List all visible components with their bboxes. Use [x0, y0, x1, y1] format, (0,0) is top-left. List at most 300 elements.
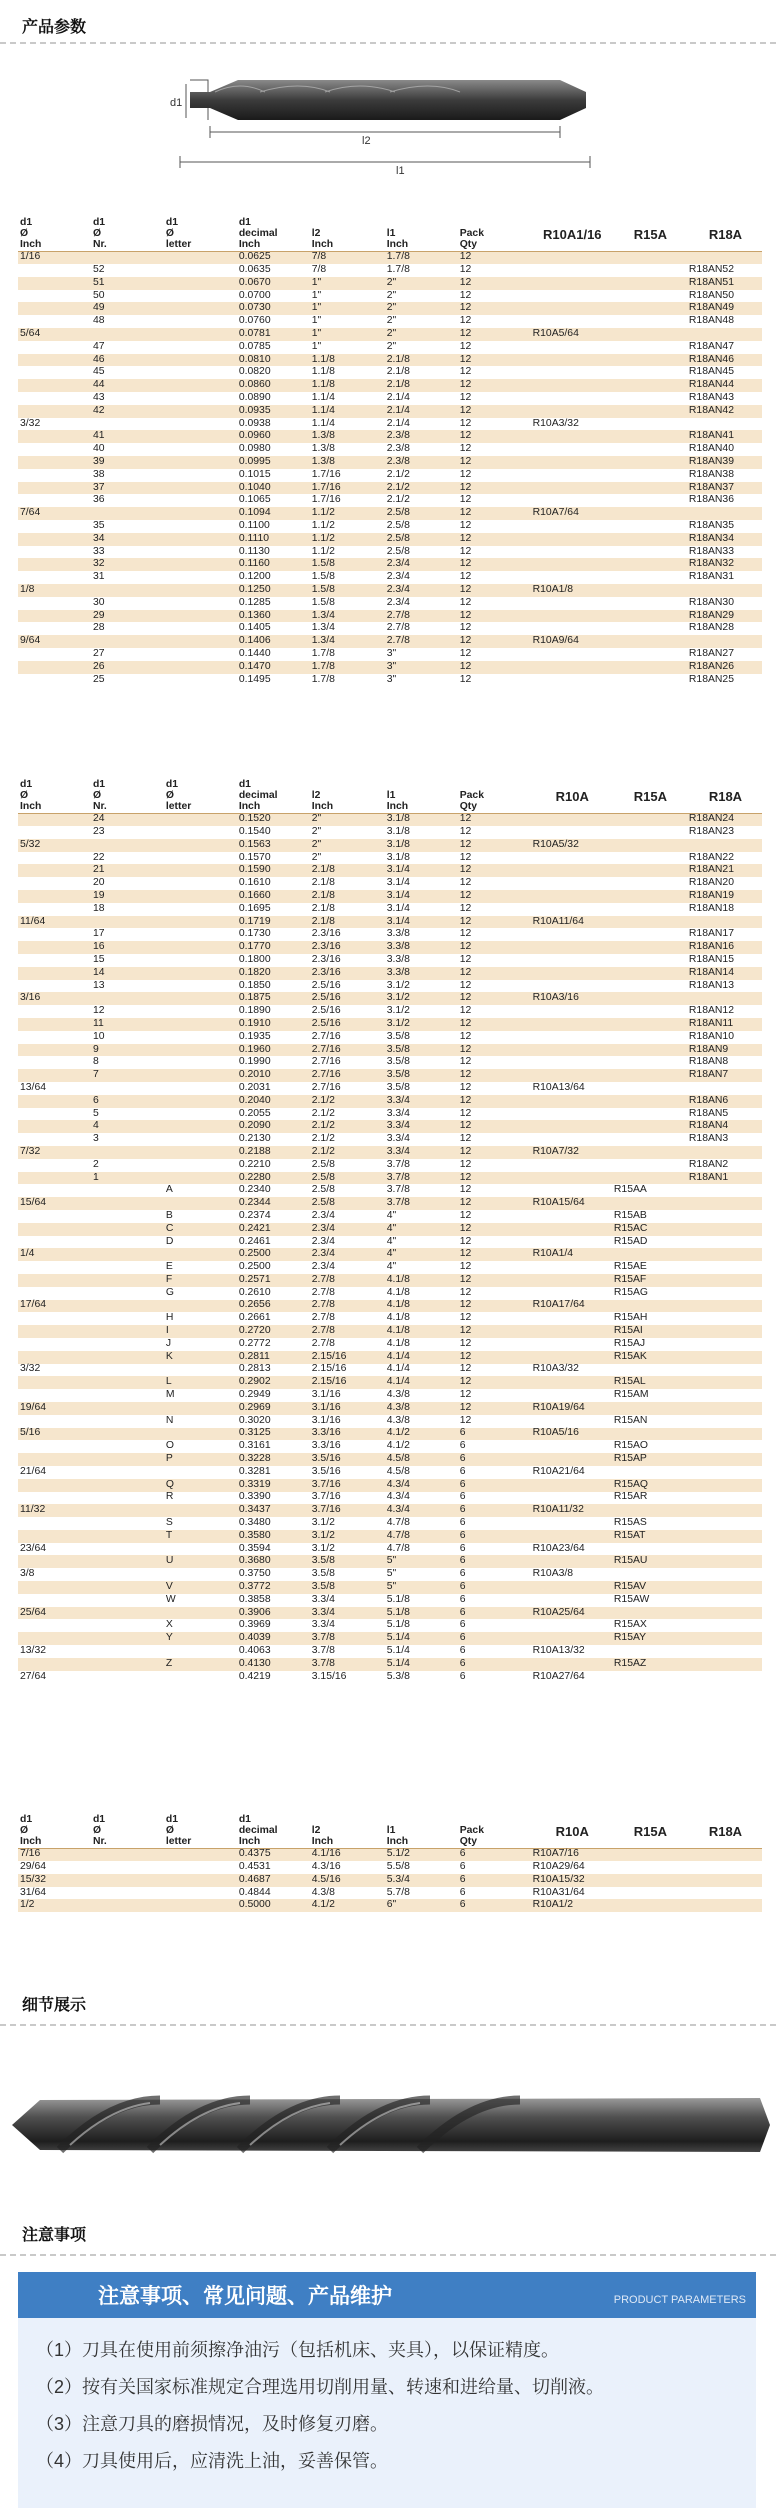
table-cell: [612, 482, 687, 495]
table-cell: [18, 494, 91, 507]
table-cell: 4": [385, 1210, 458, 1223]
table-cell: [687, 1479, 762, 1492]
table-cell: [531, 1312, 612, 1325]
table-cell: R18AN50: [687, 290, 762, 303]
table-cell: [687, 1543, 762, 1556]
table-cell: [612, 302, 687, 315]
table-row: [18, 1159, 762, 1172]
table-cell: 6": [385, 1899, 458, 1912]
table-cell: [18, 1133, 91, 1146]
table-cell: [164, 1159, 237, 1172]
table-cell: U: [164, 1555, 237, 1568]
table-cell: [612, 507, 687, 520]
table-cell: R10A31/64: [531, 1887, 612, 1900]
table-cell: 12: [458, 558, 531, 571]
table-cell: 19: [91, 890, 164, 903]
table-cell: 0.1130: [237, 546, 310, 559]
table-cell: [687, 1402, 762, 1415]
column-header-r15a: R15A: [633, 1823, 668, 1839]
table-cell: [18, 533, 91, 546]
table-row: [18, 302, 762, 315]
table-cell: 2.5/8: [385, 520, 458, 533]
table-cell: R18AN1: [687, 1172, 762, 1185]
table-cell: [164, 1504, 237, 1517]
table-cell: 0.1360: [237, 610, 310, 623]
table-cell: [687, 1899, 762, 1912]
table-cell: 12: [458, 1082, 531, 1095]
table-cell: 2.5/16: [310, 1005, 385, 1018]
table-cell: 4": [385, 1223, 458, 1236]
table-cell: [91, 1351, 164, 1364]
table-cell: [164, 456, 237, 469]
table-cell: R10A5/32: [531, 839, 612, 852]
table-cell: 35: [91, 520, 164, 533]
table-cell: 0.2500: [237, 1261, 310, 1274]
table-cell: 12: [458, 903, 531, 916]
table-cell: 32: [91, 558, 164, 571]
table-cell: [531, 980, 612, 993]
table-cell: 0.2656: [237, 1300, 310, 1313]
column-header: [18, 780, 91, 813]
table-cell: [612, 1018, 687, 1031]
column-header-line: d1: [20, 779, 33, 790]
table-cell: R15AY: [612, 1632, 687, 1645]
table-row: [18, 1887, 762, 1900]
table-cell: [612, 1671, 687, 1684]
table-cell: 3.3/8: [385, 967, 458, 980]
table-cell: [91, 1402, 164, 1415]
table-cell: [18, 954, 91, 967]
table-row: [18, 418, 762, 431]
table-cell: [612, 251, 687, 264]
table-cell: [164, 1899, 237, 1912]
table-cell: R10A15/32: [531, 1874, 612, 1887]
table-cell: 2": [385, 328, 458, 341]
table-cell: [612, 635, 687, 648]
table-cell: 0.1695: [237, 903, 310, 916]
table-cell: [164, 558, 237, 571]
table-cell: 31/64: [18, 1887, 91, 1900]
table-cell: [687, 1300, 762, 1313]
table-cell: [531, 890, 612, 903]
table-cell: 12: [458, 290, 531, 303]
table-cell: 6: [458, 1453, 531, 1466]
table-cell: 1/8: [18, 584, 91, 597]
table-cell: R18AN46: [687, 354, 762, 367]
table-cell: M: [164, 1389, 237, 1402]
table-cell: 12: [458, 1389, 531, 1402]
table-cell: [18, 290, 91, 303]
table-cell: [612, 264, 687, 277]
table-row: [18, 903, 762, 916]
table-cell: [531, 469, 612, 482]
table-cell: 6: [458, 1899, 531, 1912]
table-cell: 2.3/4: [310, 1261, 385, 1274]
table-cell: 12: [458, 302, 531, 315]
table-cell: [531, 1108, 612, 1121]
table-cell: [531, 1261, 612, 1274]
table-cell: [164, 418, 237, 431]
table-cell: 1.1/2: [310, 507, 385, 520]
table-cell: [612, 1568, 687, 1581]
table-cell: 5/32: [18, 839, 91, 852]
table-cell: [18, 1619, 91, 1632]
table-cell: 5.1/8: [385, 1619, 458, 1632]
table-cell: 0.1570: [237, 852, 310, 865]
table-cell: 0.2949: [237, 1389, 310, 1402]
table-row: [18, 1555, 762, 1568]
table-cell: 1/2: [18, 1899, 91, 1912]
table-cell: 7: [91, 1069, 164, 1082]
table-cell: 6: [458, 1594, 531, 1607]
table-cell: R18AN41: [687, 430, 762, 443]
table-cell: [164, 916, 237, 929]
table-cell: 4.5/16: [310, 1874, 385, 1887]
table-row: [18, 1095, 762, 1108]
table-cell: [531, 1018, 612, 1031]
table-cell: [612, 430, 687, 443]
table-cell: 1": [310, 328, 385, 341]
table-cell: 21/64: [18, 1466, 91, 1479]
table-row: [18, 1594, 762, 1607]
table-cell: R15AC: [612, 1223, 687, 1236]
table-cell: [612, 1133, 687, 1146]
column-header-line: Ø: [20, 1824, 29, 1836]
table-cell: [687, 1453, 762, 1466]
table-cell: 2.3/8: [385, 443, 458, 456]
table-cell: 1/4: [18, 1248, 91, 1261]
table-cell: [612, 661, 687, 674]
table-cell: R18AN43: [687, 392, 762, 405]
table-cell: 5/64: [18, 328, 91, 341]
table-cell: 0.1094: [237, 507, 310, 520]
table-cell: R18AN25: [687, 674, 762, 687]
table-cell: 12: [458, 520, 531, 533]
table-cell: 21: [91, 864, 164, 877]
table-cell: 3.1/4: [385, 890, 458, 903]
table-cell: [164, 813, 237, 826]
table-cell: [18, 1312, 91, 1325]
table-cell: 47: [91, 341, 164, 354]
notice-item: （3）注意刀具的磨损情况，及时修复刃磨。: [36, 2414, 389, 2434]
table-cell: [531, 941, 612, 954]
table-cell: [18, 1172, 91, 1185]
table-cell: R10A1/4: [531, 1248, 612, 1261]
table-cell: 3.7/8: [385, 1184, 458, 1197]
table-cell: 2.1/4: [385, 405, 458, 418]
table-cell: [612, 1172, 687, 1185]
table-cell: 25/64: [18, 1607, 91, 1620]
table-cell: [612, 610, 687, 623]
table-cell: 2.7/16: [310, 1082, 385, 1095]
notice-list: [18, 2318, 756, 2480]
table-cell: 0.2031: [237, 1082, 310, 1095]
table-cell: 12: [458, 1018, 531, 1031]
table-cell: 12: [458, 1005, 531, 1018]
table-cell: R15AI: [612, 1325, 687, 1338]
table-cell: 3.1/2: [310, 1517, 385, 1530]
table-cell: 4.1/2: [310, 1899, 385, 1912]
table-cell: 2.7/16: [310, 1056, 385, 1069]
table-cell: [91, 507, 164, 520]
table-cell: 43: [91, 392, 164, 405]
table-cell: [687, 1607, 762, 1620]
table-cell: 0.3125: [237, 1428, 310, 1441]
table-cell: R15AS: [612, 1517, 687, 1530]
table-cell: 3.1/8: [385, 826, 458, 839]
table-cell: [18, 1440, 91, 1453]
table-cell: [18, 1018, 91, 1031]
table-cell: [91, 1607, 164, 1620]
table-cell: 12: [458, 1274, 531, 1287]
notice-item: （4）刀具使用后，应清洗上油，妥善保管。: [36, 2451, 389, 2471]
table-cell: [18, 1479, 91, 1492]
table-cell: R18AN6: [687, 1095, 762, 1108]
table-cell: [612, 1108, 687, 1121]
label-l2: l2: [362, 135, 371, 147]
table-cell: 6: [458, 1874, 531, 1887]
table-cell: 2.7/8: [385, 635, 458, 648]
table-cell: [18, 392, 91, 405]
table-cell: 51: [91, 277, 164, 290]
column-header-line: Ø: [92, 789, 102, 801]
table-cell: [91, 1466, 164, 1479]
table-cell: [687, 1848, 762, 1861]
table-cell: 4.5/8: [385, 1466, 458, 1479]
table-cell: [531, 302, 612, 315]
table-cell: R15AO: [612, 1440, 687, 1453]
table-cell: [164, 597, 237, 610]
table-cell: [18, 264, 91, 277]
table-cell: 3.7/16: [310, 1479, 385, 1492]
table-row: [18, 980, 762, 993]
table-cell: R18AN15: [687, 954, 762, 967]
table-cell: [91, 1887, 164, 1900]
table-cell: 2.1/2: [310, 1120, 385, 1133]
table-cell: R10A11/64: [531, 916, 612, 929]
table-cell: [91, 328, 164, 341]
table-cell: [164, 1887, 237, 1900]
table-cell: V: [164, 1581, 237, 1594]
table-cell: [91, 1555, 164, 1568]
label-d1: d1: [170, 97, 183, 109]
table-cell: 24: [91, 813, 164, 826]
table-cell: [531, 546, 612, 559]
table-cell: 12: [458, 813, 531, 826]
table-cell: 0.3969: [237, 1619, 310, 1632]
table-cell: R18AN24: [687, 813, 762, 826]
table-cell: 3.3/4: [385, 1133, 458, 1146]
table-cell: 27/64: [18, 1671, 91, 1684]
table-cell: R18AN2: [687, 1159, 762, 1172]
table-cell: 0.4039: [237, 1632, 310, 1645]
table-row: [18, 1389, 762, 1402]
section-title-detail: 细节展示: [22, 1997, 87, 2014]
table-cell: [91, 1504, 164, 1517]
table-cell: 3.7/8: [385, 1159, 458, 1172]
table-cell: R15AB: [612, 1210, 687, 1223]
table-cell: 0.2344: [237, 1197, 310, 1210]
table-cell: 3.7/8: [310, 1645, 385, 1658]
table-row: [18, 928, 762, 941]
column-header: [18, 1815, 91, 1848]
table-cell: [91, 1619, 164, 1632]
table-cell: 12: [458, 1325, 531, 1338]
table-cell: [687, 507, 762, 520]
table-cell: R18AN8: [687, 1056, 762, 1069]
table-cell: 6: [458, 1581, 531, 1594]
table-cell: 12: [458, 1261, 531, 1274]
table-cell: 12: [458, 430, 531, 443]
table-cell: 40: [91, 443, 164, 456]
column-header-r10a: R10A: [555, 1823, 589, 1839]
table-cell: [91, 1184, 164, 1197]
table-cell: 3.1/2: [385, 1018, 458, 1031]
table-cell: [687, 1568, 762, 1581]
spec-table-1: [18, 218, 762, 686]
table-cell: 3.5/8: [385, 1044, 458, 1057]
table-cell: 6: [458, 1848, 531, 1861]
column-header: [237, 1815, 310, 1848]
table-cell: 0.1250: [237, 584, 310, 597]
table-cell: 0.2374: [237, 1210, 310, 1223]
table-cell: 4.1/8: [385, 1287, 458, 1300]
table-cell: R10A23/64: [531, 1543, 612, 1556]
column-header-line: letter: [165, 1835, 192, 1847]
table-cell: 2": [310, 826, 385, 839]
table-row: [18, 890, 762, 903]
table-cell: 2.7/8: [310, 1338, 385, 1351]
table-cell: 0.1495: [237, 674, 310, 687]
table-cell: 0.0860: [237, 379, 310, 392]
table-cell: [91, 1517, 164, 1530]
table-cell: 12: [458, 597, 531, 610]
table-cell: [687, 1146, 762, 1159]
table-cell: R10A7/16: [531, 1848, 612, 1861]
table-cell: 0.1890: [237, 1005, 310, 1018]
table-cell: [531, 1632, 612, 1645]
table-cell: [687, 1658, 762, 1671]
column-header-line: d1: [92, 217, 106, 228]
table-cell: [531, 341, 612, 354]
table-cell: 6: [458, 1504, 531, 1517]
table-cell: 1.5/8: [310, 584, 385, 597]
table-cell: 2.1/8: [385, 366, 458, 379]
table-cell: 12: [458, 1287, 531, 1300]
table-cell: 3.1/16: [310, 1389, 385, 1402]
table-cell: 0.0938: [237, 418, 310, 431]
table-cell: 2.3/4: [310, 1248, 385, 1261]
table-cell: 12: [458, 992, 531, 1005]
table-header-row: [18, 1815, 762, 1848]
table-cell: 12: [458, 1248, 531, 1261]
table-cell: 1.3/8: [310, 430, 385, 443]
table-cell: [91, 1236, 164, 1249]
table-cell: 3.5/16: [310, 1466, 385, 1479]
table-cell: I: [164, 1325, 237, 1338]
table-cell: R18AN47: [687, 341, 762, 354]
table-cell: 3": [385, 648, 458, 661]
table-cell: [531, 1031, 612, 1044]
table-cell: 12: [458, 379, 531, 392]
table-cell: 34: [91, 533, 164, 546]
table-cell: [18, 622, 91, 635]
table-cell: [164, 635, 237, 648]
table-cell: R15AA: [612, 1184, 687, 1197]
table-cell: 2": [310, 813, 385, 826]
table-cell: [612, 852, 687, 865]
table-cell: [18, 546, 91, 559]
table-cell: [612, 597, 687, 610]
table-cell: 0.0670: [237, 277, 310, 290]
table-cell: 17/64: [18, 1300, 91, 1313]
table-cell: [612, 928, 687, 941]
table-cell: [612, 315, 687, 328]
table-cell: [531, 1530, 612, 1543]
table-cell: [612, 1887, 687, 1900]
table-cell: 12: [458, 980, 531, 993]
table-cell: 2.7/8: [310, 1274, 385, 1287]
table-cell: R: [164, 1492, 237, 1505]
table-cell: 7/16: [18, 1848, 91, 1861]
table-cell: 12: [458, 852, 531, 865]
table-cell: 12: [458, 839, 531, 852]
column-header: [310, 218, 385, 251]
table-cell: [531, 1133, 612, 1146]
table-cell: 12: [458, 366, 531, 379]
section-title-params: 产品参数: [22, 19, 87, 36]
table-cell: R18AN3: [687, 1133, 762, 1146]
table-cell: R10A29/64: [531, 1861, 612, 1874]
table-cell: Q: [164, 1479, 237, 1492]
table-row: [18, 1056, 762, 1069]
table-cell: [531, 928, 612, 941]
table-cell: R18AN40: [687, 443, 762, 456]
table-cell: [18, 852, 91, 865]
table-cell: 3.3/4: [310, 1607, 385, 1620]
table-cell: [18, 341, 91, 354]
column-header: [164, 218, 237, 251]
table-cell: [164, 507, 237, 520]
table-cell: [164, 302, 237, 315]
table-cell: [687, 1415, 762, 1428]
table-row: [18, 290, 762, 303]
table-cell: [18, 1069, 91, 1082]
table-cell: [18, 469, 91, 482]
table-cell: [164, 1197, 237, 1210]
table-cell: [612, 1146, 687, 1159]
table-cell: 2.7/8: [385, 622, 458, 635]
table-cell: 2.7/16: [310, 1031, 385, 1044]
table-cell: G: [164, 1287, 237, 1300]
table-cell: [612, 520, 687, 533]
table-cell: R15AW: [612, 1594, 687, 1607]
table-cell: R15AJ: [612, 1338, 687, 1351]
table-cell: 3.1/8: [385, 839, 458, 852]
table-header-row: [18, 218, 762, 251]
table-cell: 5.1/2: [385, 1848, 458, 1861]
table-cell: 2.3/4: [310, 1223, 385, 1236]
table-cell: 12: [458, 1172, 531, 1185]
table-cell: 20: [91, 877, 164, 890]
table-cell: 12: [458, 443, 531, 456]
table-cell: [164, 1172, 237, 1185]
table-cell: [687, 635, 762, 648]
table-cell: 4.1/4: [385, 1351, 458, 1364]
table-cell: 1": [310, 302, 385, 315]
column-header-line: Ø: [165, 789, 174, 801]
table-cell: [612, 941, 687, 954]
